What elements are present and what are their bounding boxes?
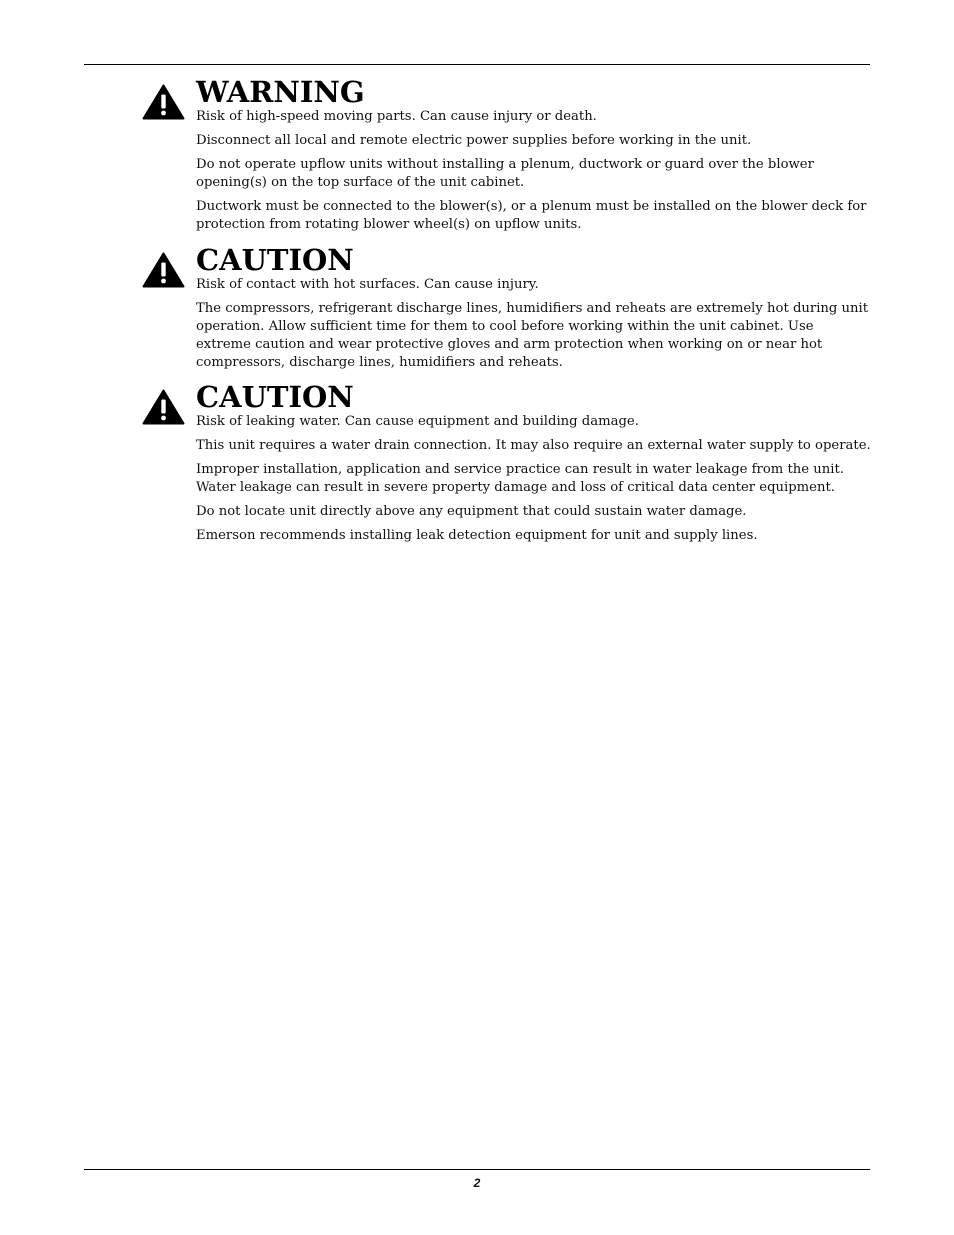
notice-body — [196, 413, 872, 551]
page-number: 2 — [473, 1176, 481, 1190]
notice-body — [196, 276, 872, 378]
notice-paragraph: Improper installation, application and service practice can result in water leakage from the unit. Water leakage can result in severe property damage and loss of critical data center equipment. — [196, 462, 844, 495]
notice-paragraph: Risk of contact with hot surfaces. Can cause injury. — [196, 277, 539, 292]
header-rule — [84, 64, 870, 65]
notice-paragraph: This unit requires a water drain connection. It may also require an external water supply to operate. — [196, 438, 871, 453]
warning-triangle-icon — [142, 84, 185, 120]
notice-title: CAUTION — [196, 243, 354, 277]
notice-title: CAUTION — [196, 380, 354, 414]
notice-paragraph: Ductwork must be connected to the blower(s), or a plenum must be installed on the blower deck for protection from rotating blower wheel(s) on upflow units. — [196, 199, 867, 232]
notice-paragraph: Do not locate unit directly above any equipment that could sustain water damage. — [196, 504, 747, 519]
footer-rule — [84, 1169, 870, 1170]
notice-paragraph: Do not operate upflow units without installing a plenum, ductwork or guard over the blower opening(s) on the top surface of the unit cabinet. — [196, 157, 814, 190]
warning-triangle-icon — [142, 389, 185, 425]
notice-paragraph: Risk of high-speed moving parts. Can cause injury or death. — [196, 109, 597, 124]
notice-paragraph: The compressors, refrigerant discharge lines, humidifiers and reheats are extremely hot during unit operation. Allow sufficient time for them to cool before working within the unit cabinet. Use extreme caution and wear protective gloves and arm protection when working on or near hot compressors, discharge lines, humidifiers and reheats. — [196, 301, 869, 370]
notice-paragraph: Risk of leaking water. Can cause equipment and building damage. — [196, 414, 639, 429]
notice-body — [196, 108, 872, 240]
notice-paragraph: Disconnect all local and remote electric power supplies before working in the unit. — [196, 133, 752, 148]
notice-title: WARNING — [196, 75, 365, 109]
notice-paragraph: Emerson recommends installing leak detection equipment for unit and supply lines. — [196, 528, 758, 543]
warning-triangle-icon — [142, 252, 185, 288]
